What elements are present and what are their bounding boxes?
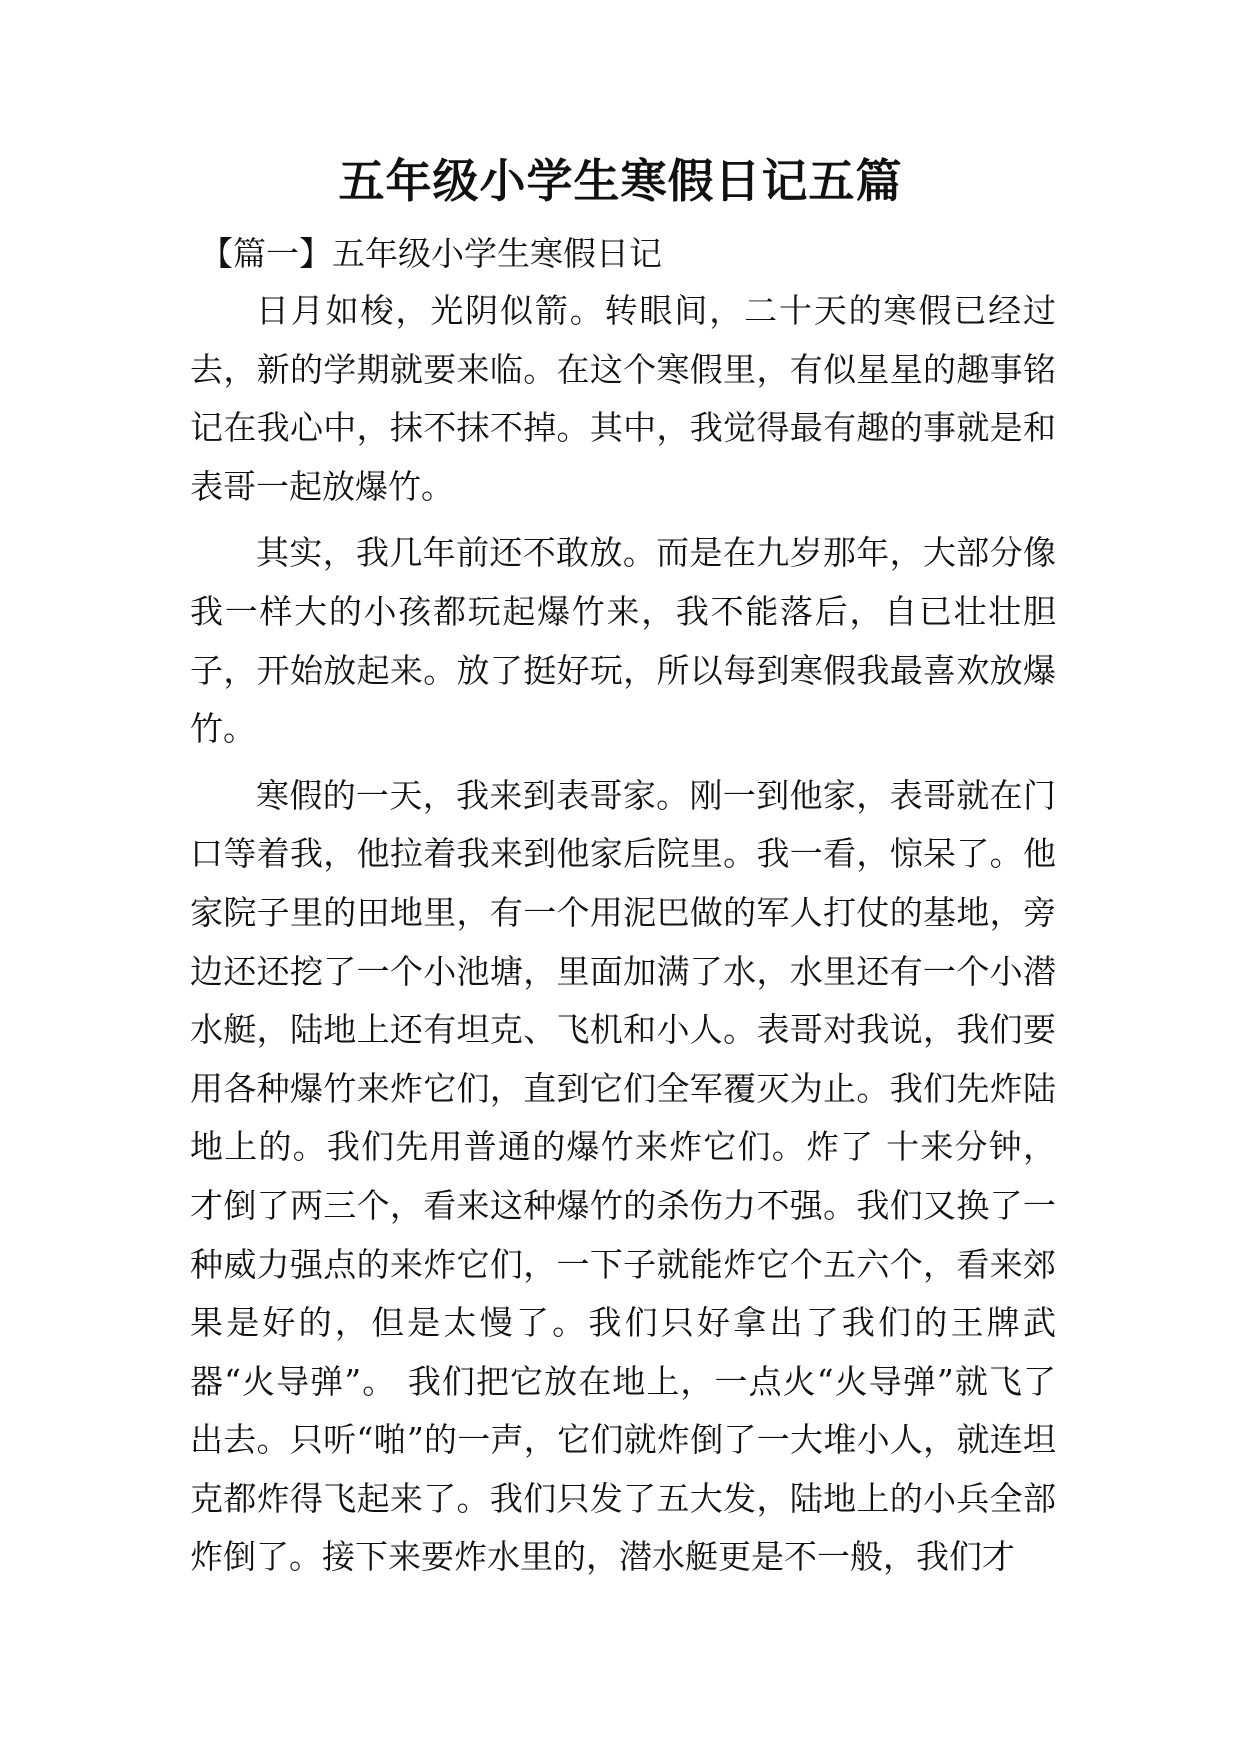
document-body xyxy=(190,282,1056,1587)
paragraph-2: 其实，我几年前还不敢放。而是在九岁那年，大部分像我一样大的小孩都玩起爆竹来，我不能落后，自已壮壮胆子，开始放起来。放了挺好玩，所以每到寒假我最喜欢放爆竹。 xyxy=(190,533,1056,749)
paragraph-3: 寒假的一天，我来到表哥家。刚一到他家，表哥就在门口等着我，他拉着我来到他家后院里。我一看，惊呆了。他家院子里的田地里，有一个用泥巴做的军人打仗的基地，旁边还还挖了一个小池塘，里面加满了水，水里还有一个小潜水艇，陆地上还有坦克、飞机和小人。表哥对我说，我们要用各种爆竹来炸它们，直到它们全军覆灭为止。我们先炸陆地上的。我们先用普通的爆竹来炸它们。炸了 十来分钟，才倒了两三个，看来这种爆竹的杀伤力不强。我们又换了一种威力强点的来炸它们，一下子就能炸它个五六个，看来郊果是好的，但是太慢了。我们只好拿出了我们的王牌武器“火导弹”。 我们把它放在地上，一点火“火导弹”就飞了出去。只听“啪”的一声，它们就炸倒了一大堆小人，就连坦克都炸得飞起来了。我们只发了五大发，陆地上的小兵全部炸倒了。接下来要炸水里的，潜水艇更是不一般，我们才 xyxy=(190,775,1056,1577)
section-heading: 【篇一】五年级小学生寒假日记 xyxy=(200,234,662,273)
paragraph-1: 日月如梭，光阴似箭。转眼间，二十天的寒假已经过去，新的学期就要来临。在这个寒假里，有似星星的趣事铭记在我心中，抹不抹不掉。其中，我觉得最有趣的事就是和表哥一起放爆竹。 xyxy=(190,291,1056,506)
document-title: 五年级小学生寒假日记五篇 xyxy=(338,154,903,208)
